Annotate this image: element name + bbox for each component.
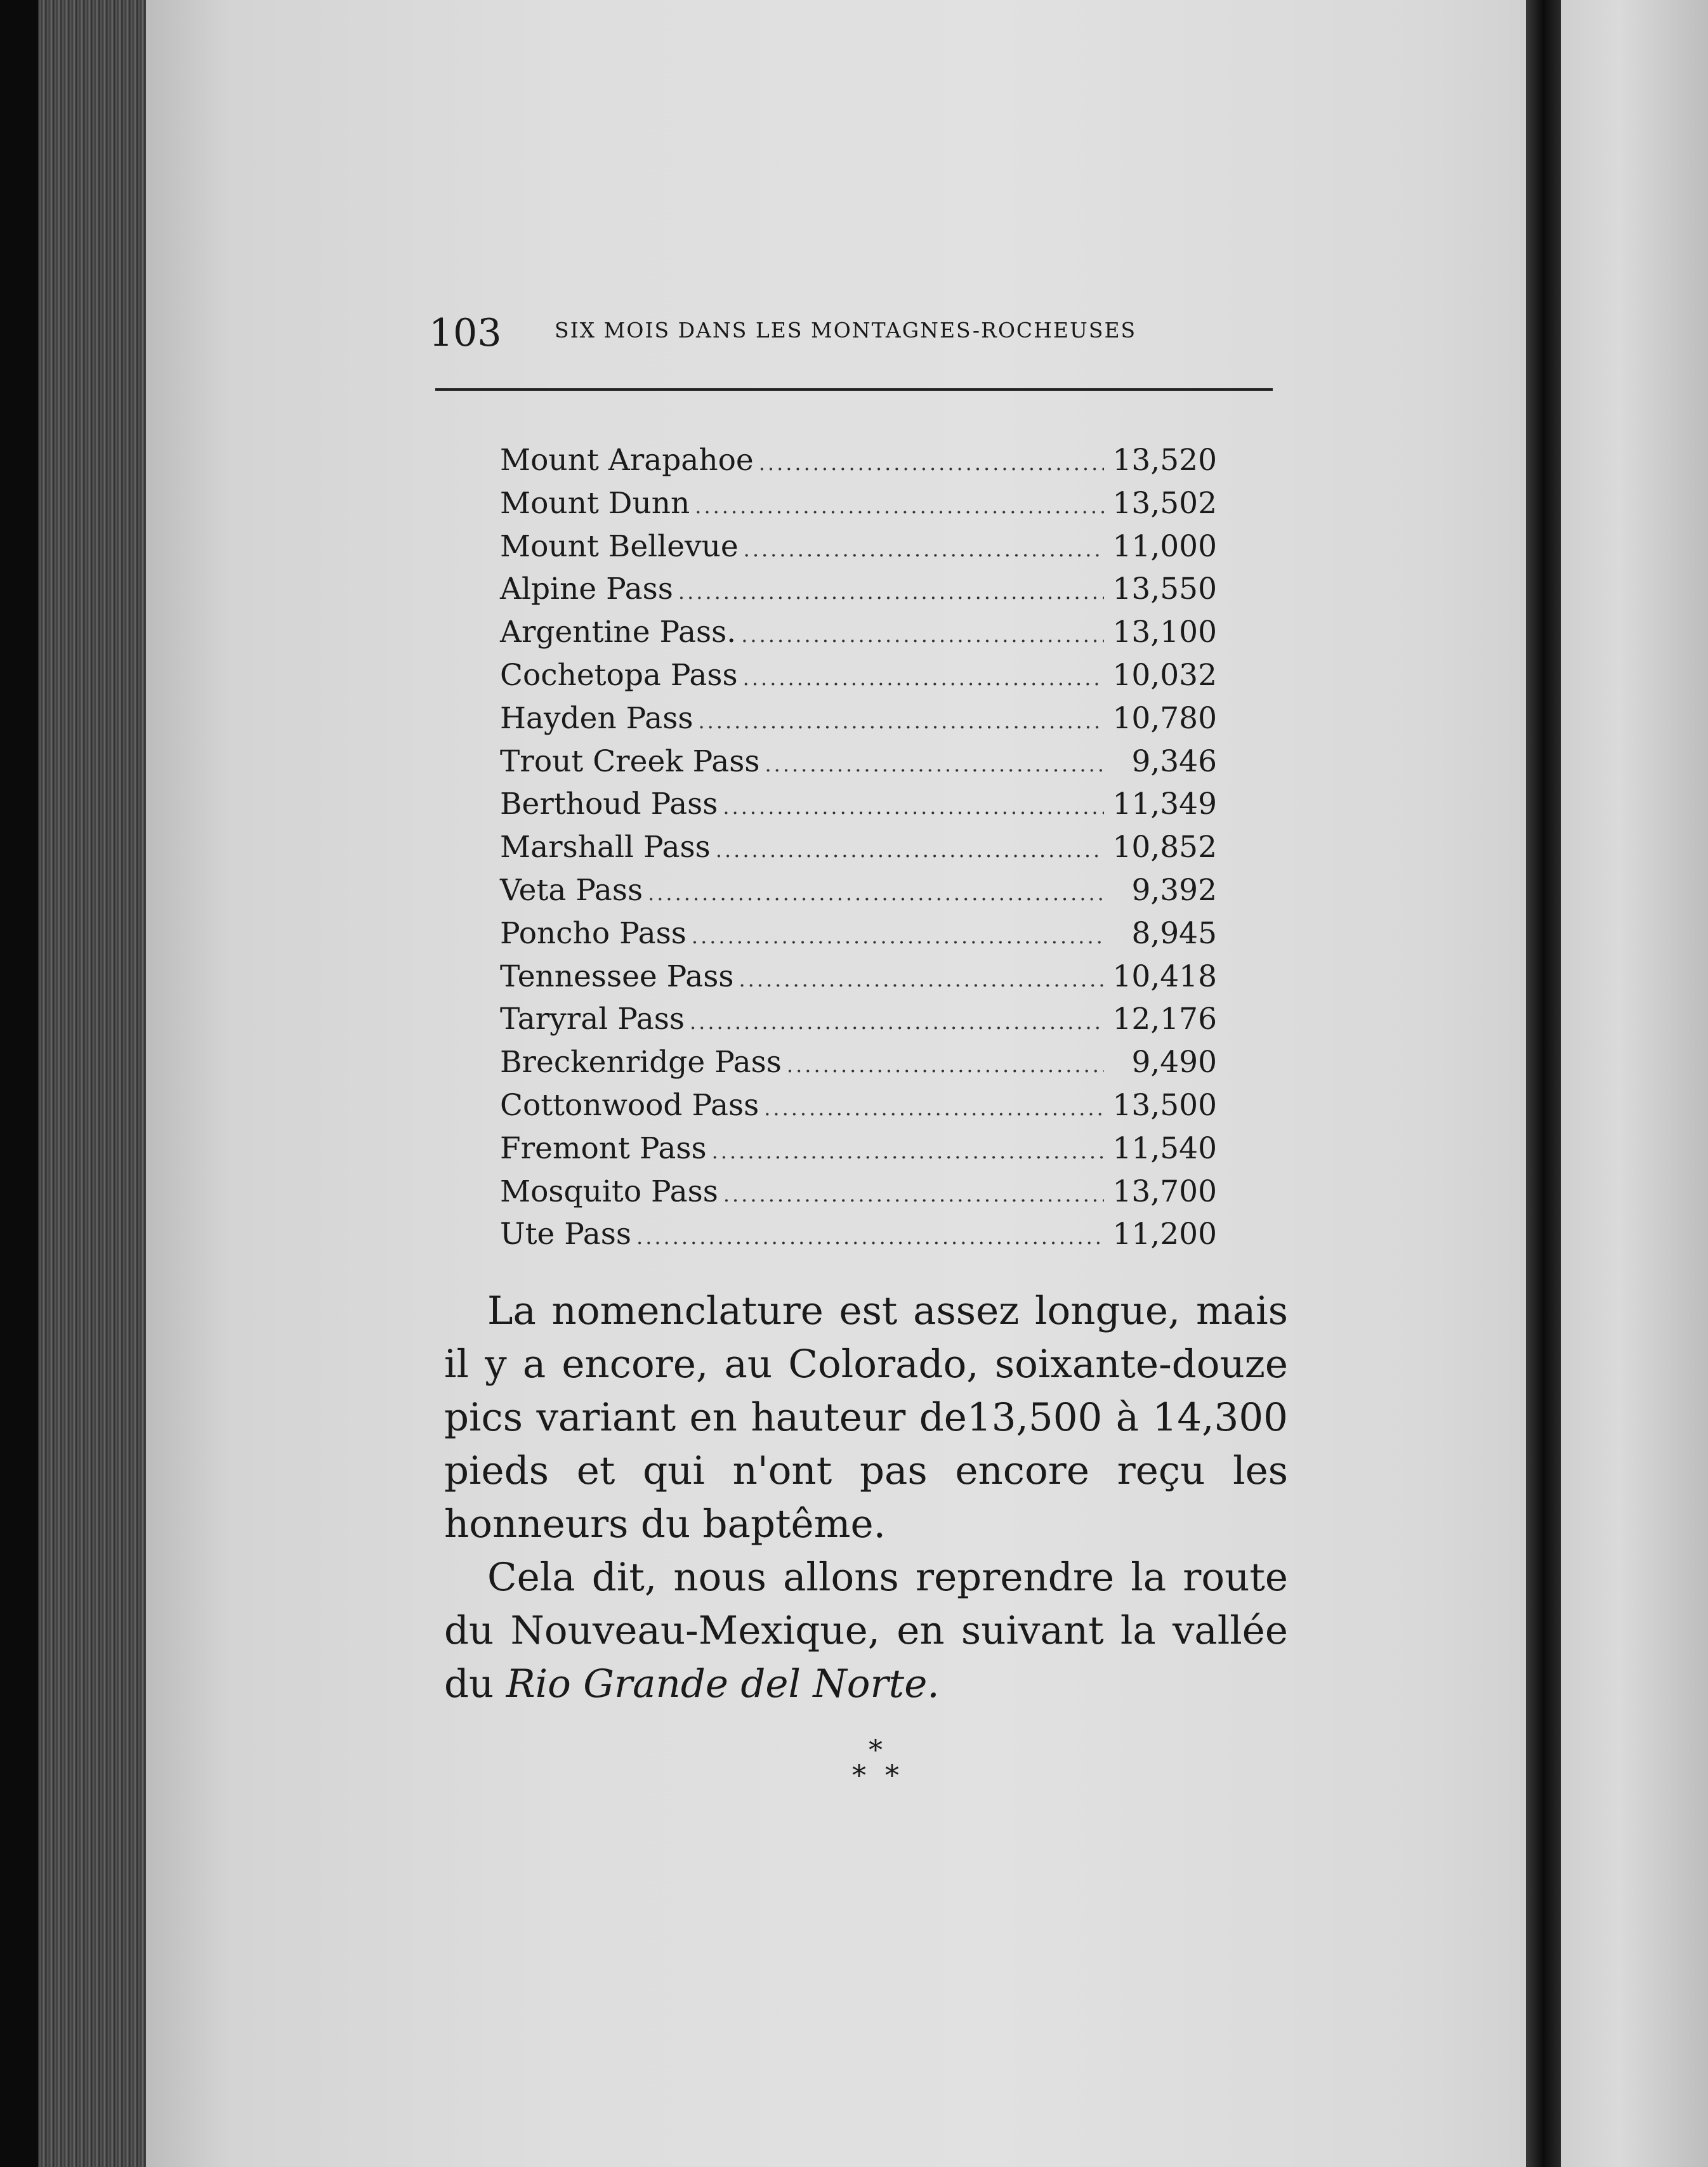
paragraph: La nomenclature est assez longue, mais il y a encore, au Colorado, soixante-douze pics variant en hauteur de13,500 à 14,300 pieds et qui n'ont pas encore reçu les honneurs du baptême. <box>444 1288 1288 1547</box>
dot-leader <box>759 442 1104 485</box>
table-row <box>500 740 1217 783</box>
peak-height: 12,176 <box>1112 1002 1217 1037</box>
peak-name: Alpine Pass <box>500 572 673 607</box>
peak-name: Breckenridge Pass <box>500 1045 782 1080</box>
asterism-top: * <box>869 1734 883 1767</box>
peak-name: Mount Dunn <box>500 485 690 521</box>
table-row <box>500 654 1217 697</box>
dot-leader <box>743 657 1104 700</box>
peak-height: 9,392 <box>1131 872 1217 908</box>
peak-height: 9,346 <box>1131 743 1217 779</box>
peak-name: Mount Bellevue <box>500 528 739 564</box>
asterism-bottom: ** <box>852 1760 918 1792</box>
peak-name: Poncho Pass <box>500 915 686 951</box>
peak-height-table <box>500 439 1217 1256</box>
peak-height: 10,852 <box>1112 830 1217 865</box>
body-text <box>444 1285 1288 1711</box>
peak-name: Ute Pass <box>500 1217 632 1252</box>
peak-name: Mosquito Pass <box>500 1174 718 1209</box>
peak-name: Tennessee Pass <box>500 959 734 994</box>
running-title: SIX MOIS DANS LES MONTAGNES-ROCHEUSES <box>555 318 1137 343</box>
dot-leader <box>765 743 1104 787</box>
peak-name: Taryral Pass <box>500 1002 685 1037</box>
table-row <box>500 482 1217 525</box>
peak-name: Cottonwood Pass <box>500 1087 759 1123</box>
peak-height: 13,520 <box>1112 443 1217 478</box>
peak-height: 11,200 <box>1112 1217 1217 1252</box>
dot-leader <box>698 700 1104 743</box>
table-row <box>500 525 1217 568</box>
dot-leader <box>695 485 1104 528</box>
table-row <box>500 611 1217 654</box>
dot-leader <box>690 1001 1104 1044</box>
table-row <box>500 1127 1217 1170</box>
page-number: 103 <box>429 311 502 355</box>
asterism-ornament <box>831 1734 920 1808</box>
peak-height: 13,500 <box>1112 1087 1217 1123</box>
peak-height: 10,418 <box>1112 959 1217 994</box>
table-row <box>500 1084 1217 1127</box>
peak-name: Mount Arapahoe <box>500 443 754 478</box>
table-row <box>500 439 1217 482</box>
table-row <box>500 1213 1217 1256</box>
peak-height: 13,100 <box>1112 615 1217 650</box>
dot-leader <box>739 959 1104 1002</box>
peak-height: 13,502 <box>1112 485 1217 521</box>
peak-height: 8,945 <box>1131 915 1217 951</box>
dot-leader <box>723 786 1104 829</box>
peak-height: 11,000 <box>1112 528 1217 564</box>
dot-leader <box>723 1174 1104 1217</box>
peak-name: Trout Creek Pass <box>500 743 760 779</box>
dot-leader <box>678 571 1104 614</box>
table-row <box>500 955 1217 998</box>
peak-name: Veta Pass <box>500 872 643 908</box>
peak-height: 13,550 <box>1112 572 1217 607</box>
dot-leader <box>712 1130 1104 1174</box>
paragraph-text: Cela dit, nous allons reprendre la route du Nouveau-Mexique, en suivant la vallée du <box>444 1555 1288 1706</box>
table-row <box>500 998 1217 1041</box>
dot-leader <box>648 872 1104 915</box>
table-row <box>500 697 1217 740</box>
dot-leader <box>741 614 1104 657</box>
peak-height: 9,490 <box>1131 1045 1217 1080</box>
table-row <box>500 869 1217 912</box>
table-row <box>500 783 1217 826</box>
peak-name: Marshall Pass <box>500 830 711 865</box>
peak-height: 10,032 <box>1112 657 1217 693</box>
place-name: Rio Grande del Norte. <box>506 1661 940 1706</box>
peak-height: 13,700 <box>1112 1174 1217 1209</box>
dot-leader <box>636 1216 1104 1259</box>
table-row <box>500 1170 1217 1214</box>
dot-leader <box>692 915 1104 959</box>
peak-name: Berthoud Pass <box>500 787 718 822</box>
table-row <box>500 912 1217 955</box>
table-row <box>500 826 1217 869</box>
peak-height: 11,540 <box>1112 1130 1217 1166</box>
peak-name: Hayden Pass <box>500 700 693 736</box>
peak-name: Cochetopa Pass <box>500 657 738 693</box>
peak-name: Fremont Pass <box>500 1130 707 1166</box>
table-row <box>500 568 1217 611</box>
peak-height: 11,349 <box>1112 787 1217 822</box>
peak-height: 10,780 <box>1112 700 1217 736</box>
running-head <box>0 308 1708 358</box>
paragraph <box>444 1551 1288 1711</box>
dot-leader <box>716 829 1104 872</box>
dot-leader <box>744 528 1104 572</box>
peak-name: Argentine Pass. <box>500 615 737 650</box>
table-row <box>500 1041 1217 1084</box>
header-rule <box>435 388 1273 391</box>
dot-leader <box>764 1087 1104 1130</box>
dot-leader <box>787 1044 1104 1087</box>
